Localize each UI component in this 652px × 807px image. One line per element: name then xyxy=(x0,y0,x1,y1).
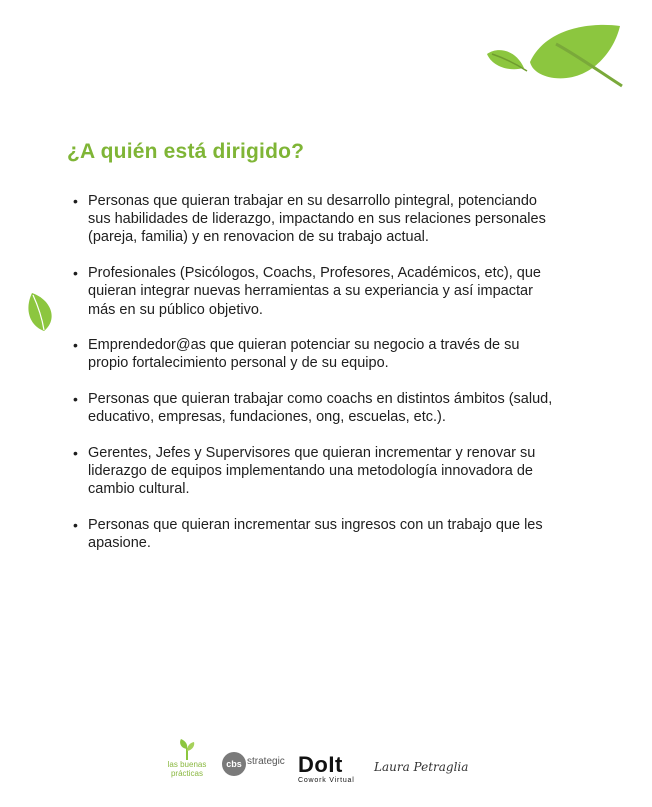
doit-subtitle: Cowork Virtual xyxy=(298,777,355,784)
list-item: • Emprendedor@as que quieran potenciar su negocio a través de su propio fortalecimiento personal y de su equipo. xyxy=(88,336,558,372)
cbs-circle: cbs xyxy=(222,752,246,776)
leaf-icon xyxy=(528,22,624,88)
small-leaf-icon xyxy=(486,46,528,72)
section-heading: ¿A quién está dirigido? xyxy=(67,140,305,163)
list-item: • Profesionales (Psicólogos, Coachs, Profesores, Académicos, etc), que quieran integrar nuevas herramientas a su experiancia y así impactar más en su público objetivo. xyxy=(88,264,558,319)
buenas-logo-line1: las buenas xyxy=(167,760,207,769)
laura-petraglia-signature: Laura Petraglia xyxy=(374,760,469,774)
sprout-icon xyxy=(178,738,196,760)
doit-logo xyxy=(298,754,368,786)
list-item: • Gerentes, Jefes y Supervisores que quieran incrementar y renovar su liderazgo de equipos implementando una metodología innovadora de cambio cultural. xyxy=(88,444,558,499)
buenas-logo-line2: prácticas xyxy=(170,769,203,778)
doit-wordmark: DoIt xyxy=(298,752,343,777)
list-item: • Personas que quieran trabajar en su desarrollo pintegral, potenciando sus habilidades de liderazgo, impactando en sus relaciones personales (pareja, familia) y en renovacion de su trabajo actual. xyxy=(88,192,558,247)
list-item: • Personas que quieran incrementar sus ingresos con un trabajo que les apasione. xyxy=(88,516,558,552)
buenas-practicas-logo xyxy=(164,738,210,792)
cbs-word: strategic xyxy=(247,756,285,767)
audience-list xyxy=(88,192,558,570)
footer-logos xyxy=(160,738,480,794)
list-item: • Personas que quieran trabajar como coachs en distintos ámbitos (salud, educativo, empresas, fundaciones, ong, escuelas, etc.). xyxy=(88,390,558,426)
side-leaf-icon xyxy=(24,292,56,332)
cbs-strategic-logo xyxy=(222,752,286,778)
